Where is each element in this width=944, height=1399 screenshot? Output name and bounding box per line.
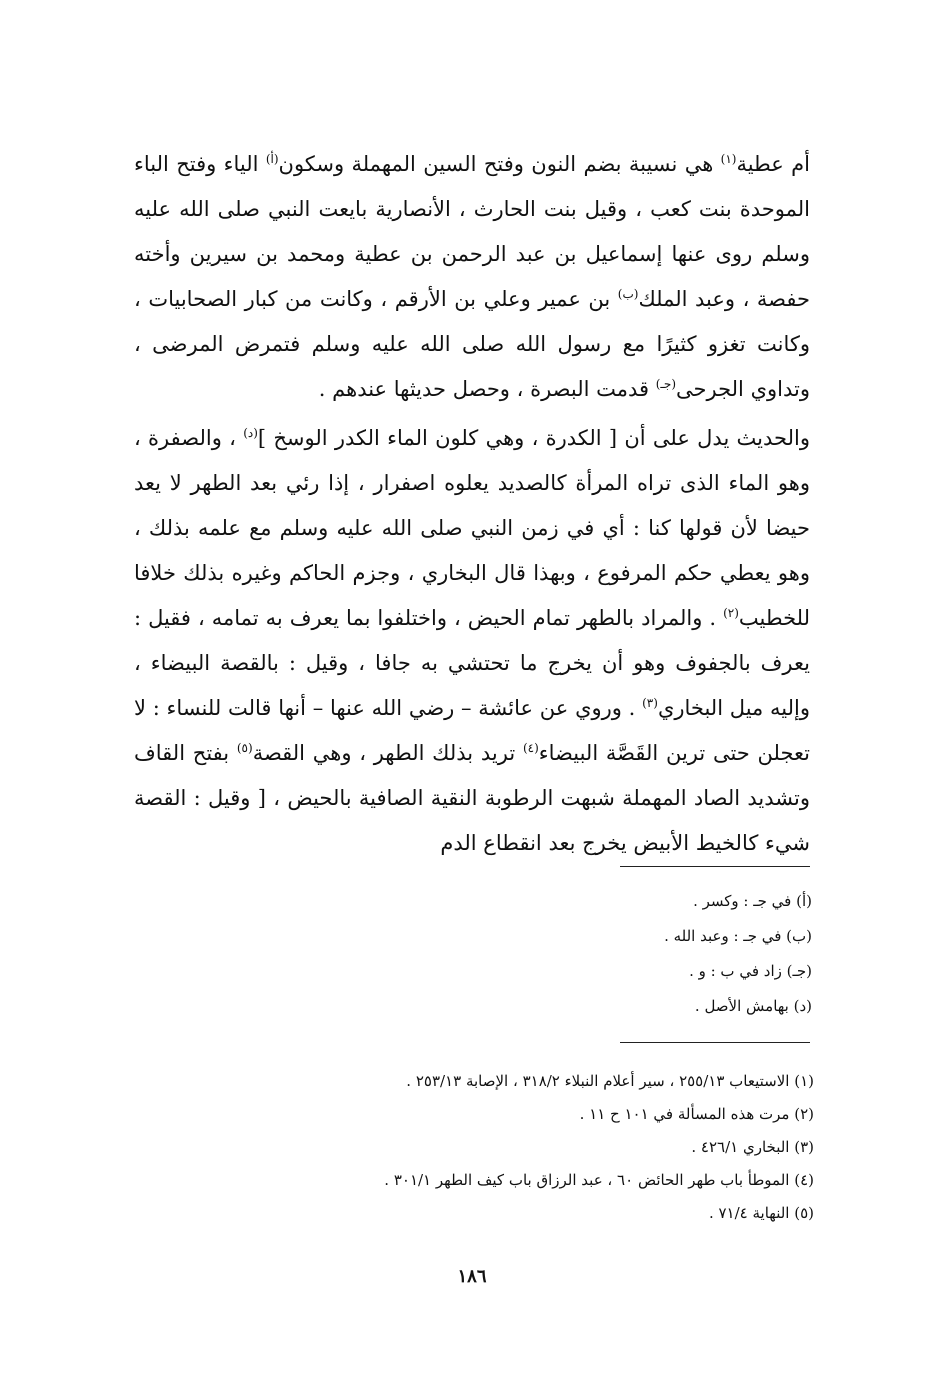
footnote: (٤) الموطأ باب طهر الحائض ٦٠ ، عبد الرزاق باب كيف الطهر ٣٠١/١ .	[384, 1171, 814, 1189]
footnote: (١) الاستيعاب ٢٥٥/١٣ ، سير أعلام النبلاء ٣١٨/٢ ، الإصابة ٢٥٣/١٣ .	[406, 1072, 814, 1090]
variant-note: (أ) في جـ : وكسر .	[693, 892, 812, 910]
body-text-run: الياء وفتح الباء الموحدة بنت كعب ، وقيل بنت الحارث ، الأنصارية بايعت النبي صلى الله عليه وسلم روى عنها إسماعيل بن عبد الرحمن بن عطية ومحمد بن سيرين وأخته حفصة ، وعبد الملك	[134, 152, 810, 311]
body-text-run: ، والصفرة ، وهو الماء الذى تراه المرأة كالصديد يعلوه اصفرار ، إذا رئي بعد الطهر لا يعد حيضا لأن قولها كنا : أي في زمن النبي صلى الله عليه وسلم مع علمه بذلك ، وهو يعطي حكم المرفوع ، وبهذا قال البخاري ، وجزم الحاكم وغيره بذلك خلافا للخطيب	[134, 426, 810, 630]
body-text-run: أم عطية	[736, 152, 810, 176]
body-text-run: تريد بذلك الطهر ، وهي القصة	[252, 741, 523, 765]
body-text-run: هي نسيبة بضم النون وفتح السين المهملة وسكون	[278, 152, 721, 176]
footnote: (٣) البخاري ٤٢٦/١ .	[691, 1138, 814, 1156]
body-text-run: قدمت البصرة ، وحصل حديثها عندهم .	[318, 377, 656, 401]
variant-note: (ب) في جـ : وعبد الله .	[664, 927, 812, 945]
footnote-marker: (جـ)	[655, 377, 677, 391]
footnotes-list	[384, 1065, 814, 1230]
footnote-marker: (٣)	[642, 696, 658, 710]
body-text-run: والحديث يدل على أن [ الكدرة ، وهي كلون الماء الكدر الوسخ ]	[257, 426, 810, 450]
footnote-marker: (١)	[720, 152, 737, 166]
body-text-run: . والمراد بالطهر تمام الحيض ، واختلفوا بما يعرف به تمامه ، فقيل : يعرف بالجفوف وهو أن يخرج ما تحتشي به جافا ، وقيل : بالقصة البيضاء ، وإليه ميل البخاري	[134, 606, 810, 720]
body-text-run: بفتح القاف وتشديد الصاد المهملة شبهت الرطوبة النقية الصافية بالحيض ، [ وقيل : القصة شيء كالخيط الأبيض يخرج بعد انقطاع الدم	[134, 741, 810, 855]
variant-notes-list	[664, 884, 812, 1024]
paragraph-1	[134, 142, 810, 412]
footnote-marker: (٢)	[723, 606, 739, 620]
footnote-marker: (ب)	[617, 287, 639, 301]
page-number: ١٨٦	[457, 1266, 487, 1287]
footnote-marker: (٤)	[522, 741, 539, 755]
variant-note: (جـ) زاد في ب : و .	[689, 962, 812, 980]
paragraph-2	[134, 416, 810, 866]
footnote: (٥) النهاية ٧١/٤ .	[708, 1204, 814, 1222]
footnote: (٢) مرت هذه المسألة في ١٠١ ح ١١ .	[579, 1105, 814, 1123]
body-text-run: بن عمير وعلي بن الأرقم ، وكانت من كبار الصحابيات ، وكانت تغزو كثيرًا مع رسول الله صلى الله عليه وسلم فتمرض المرضى ، وتداوي الجرحى	[134, 287, 810, 401]
variant-notes-separator	[620, 866, 810, 867]
body-text-run: . وروي عن عائشة – رضي الله عنها – أنها قالت للنساء : لا تعجلن حتى ترين القَصَّة البيضاء	[134, 696, 810, 765]
footnotes-separator	[620, 1042, 810, 1043]
variant-note: (د) بهامش الأصل .	[694, 997, 812, 1015]
main-text	[134, 142, 810, 866]
footnote-marker: (٥)	[236, 741, 253, 755]
footnote-marker: (د)	[243, 426, 258, 440]
footnote-marker: (أ)	[265, 152, 279, 166]
